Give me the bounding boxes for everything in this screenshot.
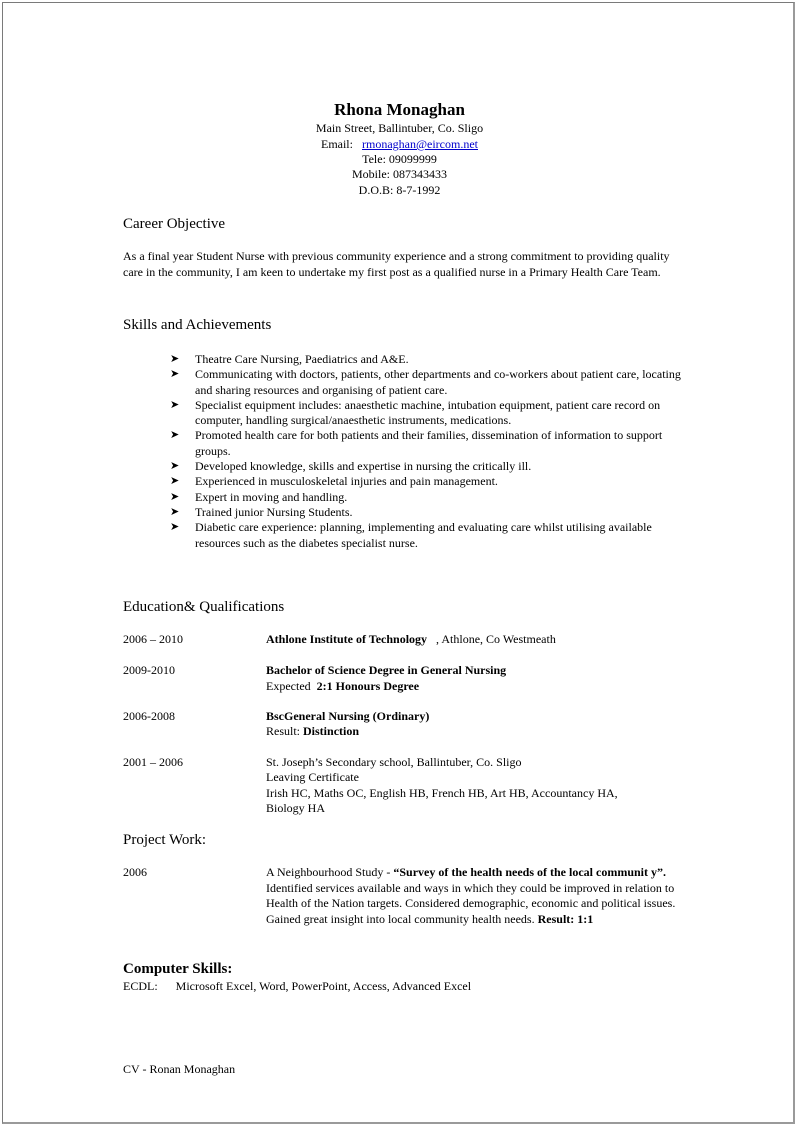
arrow-bullet-icon: ➤ bbox=[170, 490, 180, 503]
arrow-bullet-icon: ➤ bbox=[170, 521, 180, 534]
arrow-bullet-icon: ➤ bbox=[170, 505, 180, 518]
skill-item: ➤ Promoted health care for both patients and their families, dissemination of information to support groups. bbox=[170, 428, 663, 458]
project-description: A Neighbourhood Study - “Survey of the health needs of the local communit y”. Identified services available and ways in which they could be improved in relation to Health of the Nation targets. Considered demographic, economic and political issues. Gained great insight into local community health needs. Result: 1:1 bbox=[266, 865, 676, 926]
skill-item: ➤ Expert in moving and handling. bbox=[170, 489, 348, 504]
skill-item: ➤ Theatre Care Nursing, Paediatrics and A&E. bbox=[170, 352, 409, 366]
arrow-bullet-icon: ➤ bbox=[170, 475, 180, 488]
candidate-name: Rhona Monaghan bbox=[334, 100, 465, 119]
skill-item: ➤ Communicating with doctors, patients, other departments and co-workers about patient care, locating and sharing resources and organising of patient care. bbox=[170, 367, 681, 397]
skill-item: ➤ Experienced in musculoskeletal injuries and pain management. bbox=[170, 474, 498, 489]
career-objective-heading: Career Objective bbox=[123, 216, 226, 232]
computer-skills-list: Microsoft Excel, Word, PowerPoint, Access, Advanced Excel bbox=[175, 979, 472, 993]
degree: BscGeneral Nursing (Ordinary) bbox=[266, 709, 430, 723]
career-objective-text: As a final year Student Nurse with previous community experience and a strong commitment to providing quality care in the community, I am keen to undertake my first post as a qualified nurse in a Primary Health Care Team. bbox=[123, 249, 670, 279]
arrow-bullet-icon: ➤ bbox=[170, 460, 180, 473]
skill-item: ➤ Trained junior Nursing Students. bbox=[170, 504, 353, 519]
education-date: 2006 – 2010 bbox=[123, 632, 183, 646]
certificate: Leaving Certificate bbox=[266, 770, 359, 784]
telephone: Tele: 09099999 bbox=[362, 152, 437, 166]
institution: Athlone Institute of Technology bbox=[266, 632, 428, 646]
email-link[interactable]: rmonaghan@eircom.net bbox=[361, 137, 478, 151]
computer-skills-line bbox=[123, 979, 471, 994]
skills-heading: Skills and Achievements bbox=[123, 317, 272, 333]
subjects: Irish HC, Maths OC, English HB, French HB, Art HB, Accountancy HA, bbox=[266, 786, 618, 800]
education-heading: Education& Qualifications bbox=[123, 599, 285, 615]
page-footer: CV - Ronan Monaghan bbox=[123, 1062, 236, 1076]
degree-expected: Expected 2:1 Honours Degree bbox=[266, 679, 420, 693]
email-line bbox=[0, 137, 799, 152]
institution-location: , Athlone, Co Westmeath bbox=[436, 632, 556, 646]
education-date: 2009-2010 bbox=[123, 663, 175, 677]
degree: Bachelor of Science Degree in General Nursing bbox=[266, 663, 507, 677]
institution: St. Joseph’s Secondary school, Ballintuber, Co. Sligo bbox=[266, 755, 522, 769]
mobile: Mobile: 087343433 bbox=[352, 167, 447, 181]
arrow-bullet-icon: ➤ bbox=[170, 353, 180, 365]
project-heading: Project Work: bbox=[123, 832, 207, 848]
education-entry bbox=[266, 632, 556, 648]
education-date: 2006-2008 bbox=[123, 709, 175, 723]
email-label: Email: bbox=[320, 137, 353, 151]
date-of-birth: D.O.B: 8-7-1992 bbox=[358, 183, 441, 197]
skill-item: ➤ Specialist equipment includes: anaesthetic machine, intubation equipment, patient care record on computer, handling surgical/anaesthetic instruments, medications. bbox=[170, 397, 661, 428]
arrow-bullet-icon: ➤ bbox=[170, 429, 180, 442]
arrow-bullet-icon: ➤ bbox=[170, 368, 180, 381]
subjects: Biology HA bbox=[266, 801, 326, 815]
skill-item: ➤ Developed knowledge, skills and expertise in nursing the critically ill. bbox=[170, 459, 532, 474]
address: Main Street, Ballintuber, Co. Sligo bbox=[315, 121, 484, 135]
education-date: 2001 – 2006 bbox=[123, 755, 183, 769]
skill-item: ➤ Diabetic care experience: planning, implementing and evaluating care whilst utilising available resources such as the diabetes specialist nurse. bbox=[170, 520, 652, 550]
project-date: 2006 bbox=[123, 865, 147, 879]
degree-result: Result: Distinction bbox=[266, 724, 360, 738]
computer-skills-heading: Computer Skills: bbox=[123, 961, 233, 977]
arrow-bullet-icon: ➤ bbox=[170, 398, 180, 411]
skills-list bbox=[170, 352, 690, 551]
ecdl-label: ECDL: bbox=[123, 979, 158, 993]
